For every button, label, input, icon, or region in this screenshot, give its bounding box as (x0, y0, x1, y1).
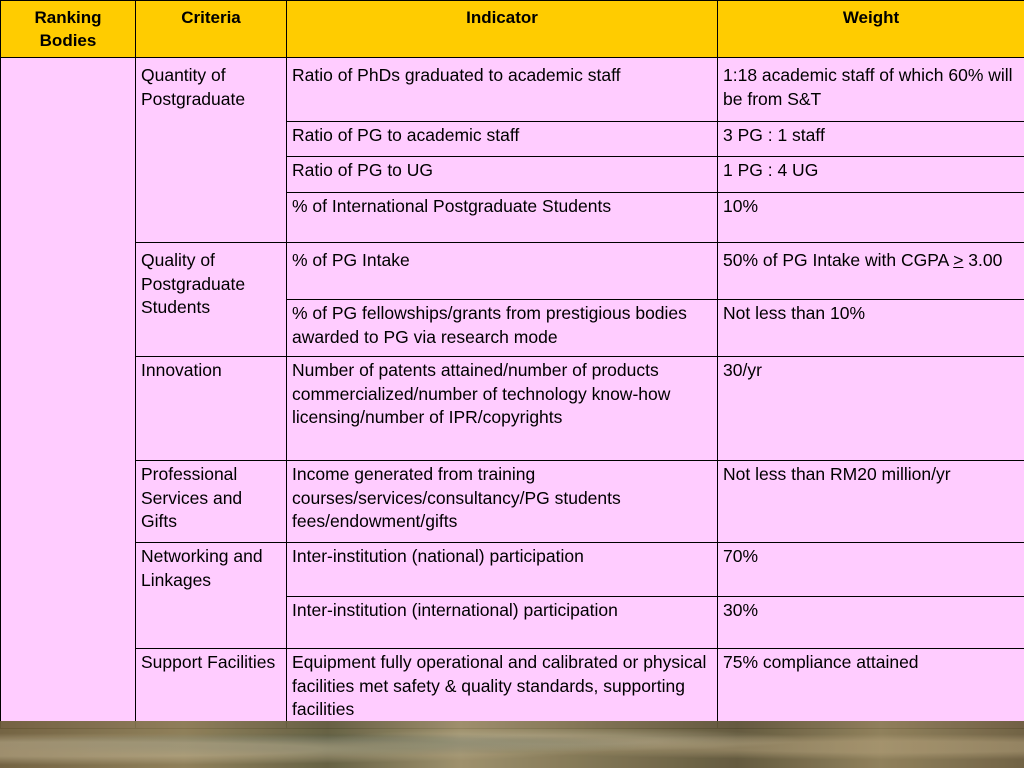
weight-cell: Not less than 10% (718, 300, 1024, 357)
table-row (1, 357, 1024, 461)
ranking-bodies-cell (1, 58, 136, 729)
indicator-cell: Inter-institution (international) participation (287, 597, 718, 649)
weight-cell: 1 PG : 4 UG (718, 157, 1024, 193)
weight-cell (718, 243, 1024, 300)
criteria-cell: Innovation (136, 357, 287, 461)
header-ranking-bodies: Ranking Bodies (1, 1, 136, 58)
weight-cell: 75% compliance attained (718, 649, 1024, 729)
indicator-cell: Ratio of PG to academic staff (287, 122, 718, 157)
table-row (1, 543, 1024, 597)
criteria-cell: Support Facilities (136, 649, 287, 729)
header-indicator: Indicator (287, 1, 718, 58)
weight-cell: 1:18 academic staff of which 60% will be from S&T (718, 58, 1024, 122)
indicator-cell: % of PG fellowships/grants from prestigious bodies awarded to PG via research mode (287, 300, 718, 357)
table-header-row (1, 1, 1024, 58)
weight-cell: 10% (718, 193, 1024, 243)
weight-cell: 30/yr (718, 357, 1024, 461)
criteria-cell: Quality of Postgraduate Students (136, 243, 287, 357)
indicator-cell: Ratio of PG to UG (287, 157, 718, 193)
table-row (1, 58, 1024, 122)
indicator-cell: Equipment fully operational and calibrated or physical facilities met safety & quality standards, supporting facilities (287, 649, 718, 729)
indicator-cell: Income generated from training courses/services/consultancy/PG students fees/endowment/gifts (287, 461, 718, 543)
indicator-cell: Ratio of PhDs graduated to academic staff (287, 58, 718, 122)
header-weight: Weight (718, 1, 1024, 58)
weight-cell: 70% (718, 543, 1024, 597)
greater-equal-symbol: > (953, 250, 964, 270)
table-row (1, 461, 1024, 543)
weight-cell: Not less than RM20 million/yr (718, 461, 1024, 543)
indicator-cell: Number of patents attained/number of products commercialized/number of technology know-how licensing/number of IPR/copyrights (287, 357, 718, 461)
indicator-cell: % of International Postgraduate Students (287, 193, 718, 243)
weight-cell: 3 PG : 1 staff (718, 122, 1024, 157)
criteria-cell: Quantity of Postgraduate (136, 58, 287, 243)
table-row (1, 243, 1024, 300)
criteria-cell: Networking and Linkages (136, 543, 287, 649)
indicator-cell: % of PG Intake (287, 243, 718, 300)
table-row (1, 649, 1024, 729)
indicator-cell: Inter-institution (national) participation (287, 543, 718, 597)
weight-cell: 30% (718, 597, 1024, 649)
criteria-cell: Professional Services and Gifts (136, 461, 287, 543)
header-criteria: Criteria (136, 1, 287, 58)
weight-text: 50% of PG Intake with CGPA (723, 250, 954, 270)
background-photo-strip (0, 721, 1024, 768)
weight-text: 3.00 (963, 250, 1003, 270)
